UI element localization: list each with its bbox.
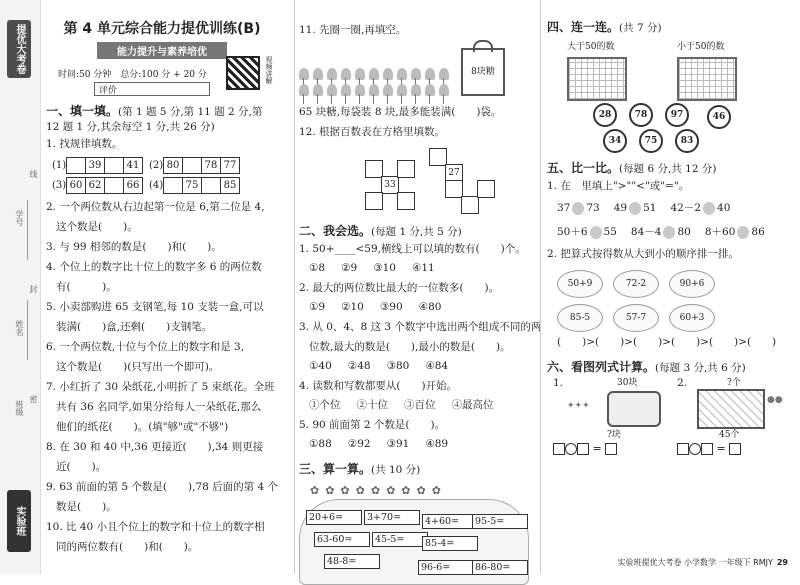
s2-q4-options: ①个位 ②十位 ③百位 ④最高位: [309, 399, 494, 411]
candy-pieces-icon: ✦✦✦: [567, 401, 590, 411]
column-right: [540, 0, 797, 574]
brand-logo-bottom: 实验班: [7, 490, 31, 552]
s2-q5: 5. 90 前面第 2 个数是( )。: [299, 419, 446, 431]
grid-cell-33: 33: [381, 176, 399, 194]
s2-q3-line1: 3. 从 0、4、8 这 3 个数字中选出两个组成不同的两: [299, 321, 542, 333]
q7-line1: 7. 小红折了 30 朵纸花,小明折了 5 束纸花。全班: [46, 381, 275, 393]
compare-row-2: 50＋6 55 84－4 80 8＋60 86: [557, 226, 765, 238]
page-number: 29: [776, 558, 788, 567]
ball-46[interactable]: 46: [707, 105, 731, 129]
hundred-grid-puzzle: [299, 148, 529, 216]
q7-line2: 共有 36 名同学,如果分给每人一朵纸花,那么: [56, 401, 262, 413]
section-3-heading: 三、算一算。(共 10 分): [299, 462, 421, 476]
sequence-row-2: (3) 60 62 66 (4) 75 85: [52, 177, 278, 194]
q2-line1: 2. 一个两位数从右边起第一位是 6,第二位是 4,: [46, 201, 265, 213]
q8-line1: 8. 在 30 和 40 中,36 更接近( ),34 则更接: [46, 441, 264, 453]
calc-expr[interactable]: 45-5=: [372, 532, 428, 547]
q5-line2: 装满( )盒,还剩( )支钢笔。: [56, 321, 213, 333]
apple-icon[interactable]: [703, 202, 715, 215]
basket-icon: [697, 389, 765, 429]
calculation-garden: [299, 484, 529, 585]
page-title: 第 4 单元综合能力提优训练(B): [63, 21, 261, 37]
q1-prompt: 1. 找规律填数。: [46, 138, 123, 150]
grid-cell-27: 27: [445, 164, 463, 182]
section-1-heading: 一、填一填。(第 1 题 5 分,第 11 题 2 分,第 12 题 1 分,其余每空 1 分,共 26 分): [46, 104, 263, 133]
q6-line2: 这个数是( )(只写出一个即可)。: [56, 361, 220, 373]
calc-expr[interactable]: 63-60=: [314, 532, 370, 547]
q9-line1: 9. 63 前面的第 5 个数是( ),78 后面的第 4 个: [46, 481, 278, 493]
label-less-50: 小于50的数: [677, 42, 725, 52]
calc-expr[interactable]: 95-5=: [472, 514, 528, 529]
s2-q5-options: ①88 ②92 ③91 ④89: [309, 438, 449, 450]
apple-icon[interactable]: [663, 226, 675, 239]
q8-line2: 近( )。: [56, 461, 107, 473]
q11-text: 65 块糖,每袋装 8 块,最多能装满( )袋。: [299, 106, 502, 118]
q6-line1: 6. 一个两位数,十位与个位上的数字和是 3,: [46, 341, 245, 353]
s2-q4: 4. 读数和写数都要从( )开始。: [299, 380, 458, 392]
ball-28[interactable]: 28: [593, 103, 617, 127]
calc-expr[interactable]: 96-6=: [418, 560, 474, 575]
q11-prompt: 11. 先圈一圈,再填空。: [299, 24, 407, 36]
goal-less: [677, 57, 737, 101]
q3-line: 3. 与 99 相邻的数是( )和( )。: [46, 241, 222, 253]
section-5-heading: 五、比一比。(每题 6 分,共 12 分): [547, 161, 717, 175]
qr-label: 视频讲解: [265, 56, 273, 84]
calc-expr[interactable]: 20+6=: [306, 510, 362, 525]
q10-line2: 同的两位数有( )和( )。: [56, 541, 199, 553]
cut-mark-3: 密: [29, 395, 38, 403]
compare-row-1: 37 73 49 51 42－2 40: [557, 202, 731, 214]
s2-q1: 1. 50+____<59,横线上可以填的数有( )个。: [299, 243, 526, 255]
bird-expr: 72-2: [613, 270, 659, 298]
bird-expr: 57-7: [613, 304, 659, 332]
candy-jar-icon: [607, 391, 661, 427]
q12-prompt: 12. 根据百数表在方格里填数。: [299, 126, 446, 138]
label-greater-50: 大于50的数: [567, 42, 615, 52]
q5-line1: 5. 小卖部购进 65 支钢笔,每 10 支装一盒,可以: [46, 301, 264, 313]
cut-mark-2: 封: [29, 285, 38, 293]
apple-icon[interactable]: [590, 226, 602, 239]
field-label-banji: 班级: [15, 400, 24, 416]
calc-expr[interactable]: 86-80=: [472, 560, 528, 575]
s5-q2: 2. 把算式按得数从大到小的顺序排一排。: [547, 248, 739, 260]
sequence-1: 39 41: [66, 157, 143, 174]
page-footer: [618, 557, 788, 568]
problem-2-equation[interactable]: =: [677, 441, 741, 457]
section-2-heading: 二、我会选。(每题 1 分,共 5 分): [299, 224, 462, 238]
q9-line2: 数是( )。: [56, 501, 117, 513]
name-line-2: [27, 300, 28, 360]
s2-q3-line2: 位数,最大的数是( ),最小的数是( )。: [309, 341, 511, 353]
total-score: 总分:100 分 + 20 分: [120, 70, 207, 80]
bird-expr: 50+9: [557, 270, 603, 298]
s5-q1: 1. 在 里填上">""<"或"="。: [547, 180, 690, 192]
name-line-1: [27, 200, 28, 260]
q2-line2: 这个数是( )。: [56, 221, 138, 233]
problem-1-unknown: ?块: [607, 430, 621, 440]
fruit-icon: ●●: [767, 395, 783, 405]
apple-icon[interactable]: [572, 202, 584, 215]
section-6-heading: 六、看图列式计算。(每题 3 分,共 6 分): [547, 360, 746, 374]
goal-greater: [567, 57, 627, 101]
problem-1-equation[interactable]: =: [553, 441, 617, 457]
time-limit: 时间:50 分钟: [58, 70, 112, 80]
calc-expr[interactable]: 3+70=: [364, 510, 420, 525]
picture-problems: [547, 375, 797, 457]
sequence-2: 80 78 77: [163, 157, 240, 174]
matching-area: [547, 35, 797, 153]
ball-78[interactable]: 78: [629, 103, 653, 127]
flower-icons: ✿✿✿✿✿✿✿✿✿: [310, 484, 447, 497]
footer-text: 实验班提优大考卷 小学数学 一年级下 RMJY: [617, 558, 773, 567]
bird-expr: 85-5: [557, 304, 603, 332]
candy-picture: [299, 44, 529, 96]
section-4-heading: 四、连一连。(共 7 分): [547, 20, 662, 34]
s2-q1-options: ①8 ②9 ③10 ④11: [309, 262, 435, 274]
q7-line3: 他们的纸花( )。(填"够"或"不够"): [56, 421, 229, 433]
bird-expr: 60+3: [669, 304, 715, 332]
apple-icon[interactable]: [629, 202, 641, 215]
sequence-row-1: (1) 39 41 (2) 80 78 77: [52, 157, 278, 174]
ball-75[interactable]: 75: [639, 129, 663, 153]
ball-97[interactable]: 97: [665, 103, 689, 127]
brand-logo-top: 提优大考卷: [7, 20, 31, 78]
problem-1-total: 30块: [617, 378, 638, 388]
s2-q2-options: ①9 ②10 ③90 ④80: [309, 301, 442, 313]
q4-line2: 有( )。: [56, 281, 117, 293]
evaluation-box[interactable]: 评价: [94, 82, 210, 96]
order-answer-line[interactable]: ( )>( )>( )>( )>( )>( ): [557, 336, 777, 348]
problem-2-total: 45个: [719, 430, 740, 440]
problem-1-label: 1.: [553, 377, 564, 389]
candy-group: [299, 68, 451, 96]
bird-expr: 90+6: [669, 270, 715, 298]
q4-line1: 4. 个位上的数字比十位上的数字多 6 的两位数: [46, 261, 262, 273]
column-middle: [294, 0, 542, 574]
sequence-4: 75 85: [163, 177, 240, 194]
q10-line1: 10. 比 40 小且个位上的数字和十位上的数字相: [46, 521, 265, 533]
calc-expr[interactable]: 48-8=: [324, 554, 380, 569]
column-left: [46, 0, 278, 574]
bird-row-2: [557, 304, 797, 332]
field-label-xuehao: 学号: [15, 210, 24, 226]
qr-code[interactable]: [226, 56, 260, 90]
bird-row-1: [557, 270, 797, 298]
ball-34[interactable]: 34: [603, 129, 627, 153]
sequence-3: 60 62 66: [66, 177, 143, 194]
binding-sidebar: [0, 0, 41, 574]
candy-bag: 8块糖: [461, 48, 505, 96]
cut-mark-1: 线: [29, 170, 38, 178]
s2-q2: 2. 最大的两位数比最大的一位数多( )。: [299, 282, 500, 294]
calc-expr[interactable]: 85-4=: [422, 536, 478, 551]
problem-2-unknown: ?个: [727, 378, 741, 388]
ball-83[interactable]: 83: [675, 129, 699, 153]
apple-icon[interactable]: [737, 226, 749, 239]
field-label-xingming: 姓名: [15, 320, 24, 336]
s2-q3-options: ①40 ②48 ③80 ④84: [309, 360, 449, 372]
calc-expr[interactable]: 4+60=: [422, 514, 478, 529]
page-subtitle: 能力提升与素养培优: [97, 42, 227, 59]
problem-2-label: 2.: [677, 377, 688, 389]
